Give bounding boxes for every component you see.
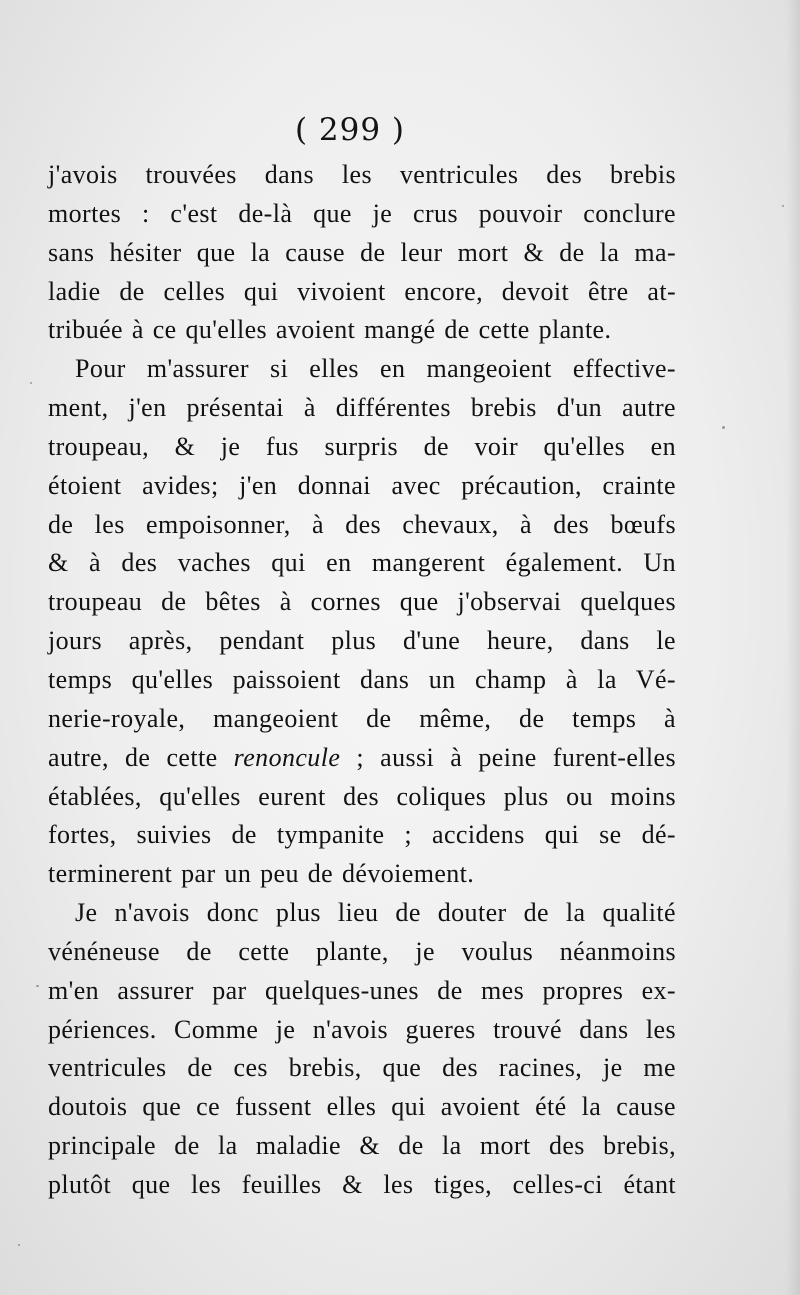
text-line: doutois que ce fussent elles qui avoient été la cause <box>48 1092 676 1122</box>
text-line: sans hésiter que la cause de leur mort & de la ma- <box>48 237 676 267</box>
text-line: de les empoisonner, à des chevaux, à des bœufs <box>48 509 676 539</box>
paper-speck <box>36 985 39 987</box>
text-line: troupeau, & je fus surpris de voir qu'elles en <box>48 431 676 461</box>
italic-term: renoncule <box>233 742 341 772</box>
paper-speck <box>782 205 784 207</box>
text-line: terminerent par un peu de dévoiement. <box>48 859 475 889</box>
text-line: temps qu'elles paissoient dans un champ à la Vé- <box>48 664 676 694</box>
text-line: j'avois trouvées dans les ventricules des brebis <box>48 160 676 189</box>
text-line: m'en assurer par quelques-unes de mes propres ex- <box>48 975 676 1005</box>
text-line: Pour m'assurer si elles en mangeoient effective- <box>75 354 676 384</box>
text-line: vénéneuse de cette plante, je voulus néanmoins <box>48 936 676 966</box>
paper-speck <box>18 1244 20 1246</box>
text-line: troupeau de bêtes à cornes que j'observai quelques <box>48 587 676 617</box>
text-line: ladie de celles qui vivoient encore, devoit être at- <box>48 276 676 306</box>
paper-speck <box>30 382 32 384</box>
text-line: fortes, suivies de tympanite ; accidens qui se dé- <box>48 820 676 850</box>
text-line: principale de la maladie & de la mort des brebis, <box>48 1131 676 1161</box>
text-line: autre, de cette renoncule ; aussi à peine furent-elles <box>48 742 676 772</box>
text-line: plutôt que les feuilles & les tiges, celles-ci étant <box>48 1169 676 1199</box>
text-line: nerie-royale, mangeoient de même, de temps à <box>48 703 676 733</box>
text-line: mortes : c'est de-là que je crus pouvoir conclure <box>48 198 676 228</box>
page-edge-shadow <box>786 0 800 1295</box>
text-line: ventricules de ces brebis, que des racines, je me <box>48 1053 676 1083</box>
text-line: Je n'avois donc plus lieu de douter de la qualité <box>75 898 676 928</box>
paper-speck <box>722 426 725 429</box>
text-line: tribuée à ce qu'elles avoient mangé de cette plante. <box>48 315 612 345</box>
text-line: étoient avides; j'en donnai avec précaution, crainte <box>48 470 676 500</box>
body-text <box>48 156 676 1205</box>
text-line: établées, qu'elles eurent des coliques plus ou moins <box>48 781 676 811</box>
text-line: ment, j'en présentai à différentes brebis d'un autre <box>48 393 676 423</box>
text-line: jours après, pendant plus d'une heure, dans le <box>48 626 676 656</box>
page-number: ( 299 ) <box>294 112 406 148</box>
text-line: & à des vaches qui en mangerent également. Un <box>48 548 676 578</box>
text-line: périences. Comme je n'avois gueres trouvé dans les <box>48 1014 676 1044</box>
